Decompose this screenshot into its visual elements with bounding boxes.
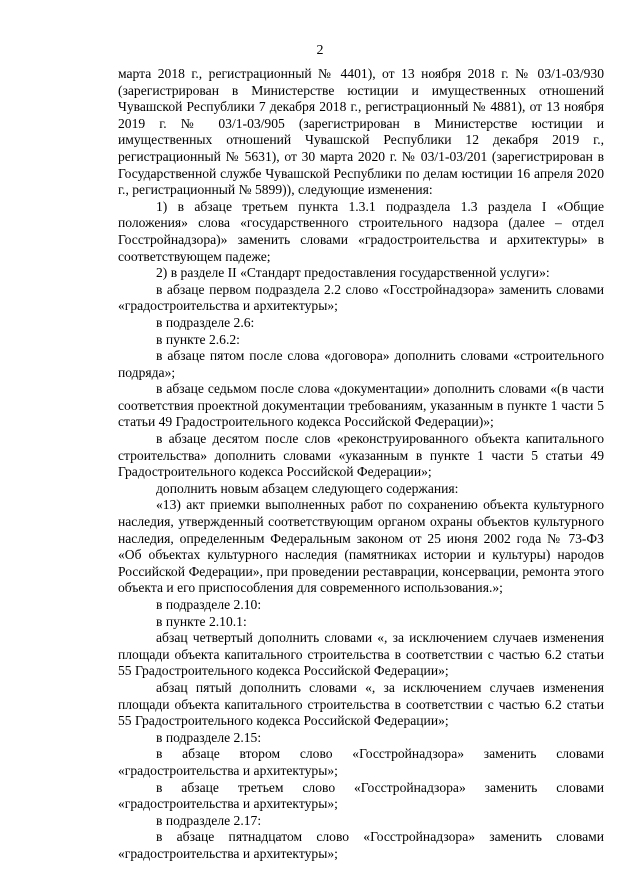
paragraph: в подразделе 2.6: — [156, 314, 255, 330]
paragraph: абзац пятый дополнить словами «, за исключением случаев изменения площади объекта капитального строительства в соответствии с частью 6.2 статьи 55 Градостроительного кодекса Российской Федерации»; — [118, 679, 604, 729]
paragraph: в пункте 2.6.2: — [156, 331, 240, 347]
paragraph: в подразделе 2.10: — [156, 597, 262, 612]
paragraph: в абзаце десятом после слов «реконструированного объекта капитального строительства» дополнить словами «указанным в пункте 1 части 5 статьи 49 Градостроительного кодекса Российской Федерации»; — [118, 431, 604, 480]
paragraph: в абзаце седьмом после слова «документации» дополнить словами «(в части соответствия проектной документации требованиям, указанным в пункте 1 части 5 статьи 49 Градостроительного кодекса Российской Федерации)»; — [118, 381, 604, 430]
paragraph-amendment-1: 1) в абзаце третьем пункта 1.3.1 подраздела 1.3 раздела I «Общие положения» слова «государственного строительного надзора (далее – отдел Госстройнадзора)» заменить словами «градостроительства и архитектуры» в соответствующем падеже; — [118, 198, 604, 264]
paragraph-continuation: марта 2018 г., регистрационный № 4401), от 13 ноября 2018 г. № 03/1-03/930 (зарегистрирован в Министерстве юстиции и имущественных отношений Чувашской Республики 7 декабря 2018 г., регистрационный № 4881), от 13 ноября 2019 г. № 03/1-03/905 (зарегистрирован в Министерстве юстиции и имущественных отношений Чувашской Республики 12 декабря 2019 г., регистрационный № 5631), от 30 марта 2020 г. № 03/1-03/201 (зарегистрирован в Государственной службе Чувашской Республики по делам юстиции 16 апреля 2020 г., регистрационный № 5899)), следующие изменения: — [118, 66, 604, 198]
paragraph: дополнить новым абзацем следующего содержания: — [156, 480, 459, 496]
paragraph: в абзаце третьем слово «Госстройнадзора» заменить словами «градостроительства и архитектуры»; — [118, 779, 604, 812]
paragraph: в подразделе 2.15: — [156, 729, 262, 745]
paragraph: абзац четвертый дополнить словами «, за исключением случаев изменения площади объекта капитального строительства в соответствии с частью 6.2 статьи 55 Градостроительного кодекса Российской Федерации»; — [118, 630, 604, 679]
paragraph: в абзаце первом подраздела 2.2 слово «Госстройнадзора» заменить словами «градостроительства и архитектуры»; — [118, 281, 604, 314]
paragraph-new-clause: «13) акт приемки выполненных работ по сохранению объекта культурного наследия, утвержденный соответствующим органом охраны объектов культурного наследия, определенным Федеральным законом от 25 июня 2002 года № 73-ФЗ «Об объектах культурного наследия (памятниках истории и культуры) народов Российской Федерации», при проведении реставрации, консервации, ремонта этого объекта и его приспособления для современного использования.»; — [118, 497, 604, 596]
paragraph: в абзаце пятнадцатом слово «Госстройнадзора» заменить словами «градостроительства и архитектуры»; — [118, 829, 604, 861]
page-number: 2 — [316, 43, 324, 58]
paragraph: в абзаце пятом после слова «договора» дополнить словами «строительного подряда»; — [118, 348, 604, 380]
paragraph: в абзаце втором слово «Госстройнадзора» заменить словами «градостроительства и архитектуры»; — [118, 746, 604, 778]
paragraph-amendment-2: 2) в разделе II «Стандарт предоставления государственной услуги»: — [156, 265, 550, 281]
document-body — [118, 66, 604, 863]
paragraph: в подразделе 2.17: — [156, 812, 262, 828]
paragraph: в пункте 2.10.1: — [156, 613, 247, 629]
